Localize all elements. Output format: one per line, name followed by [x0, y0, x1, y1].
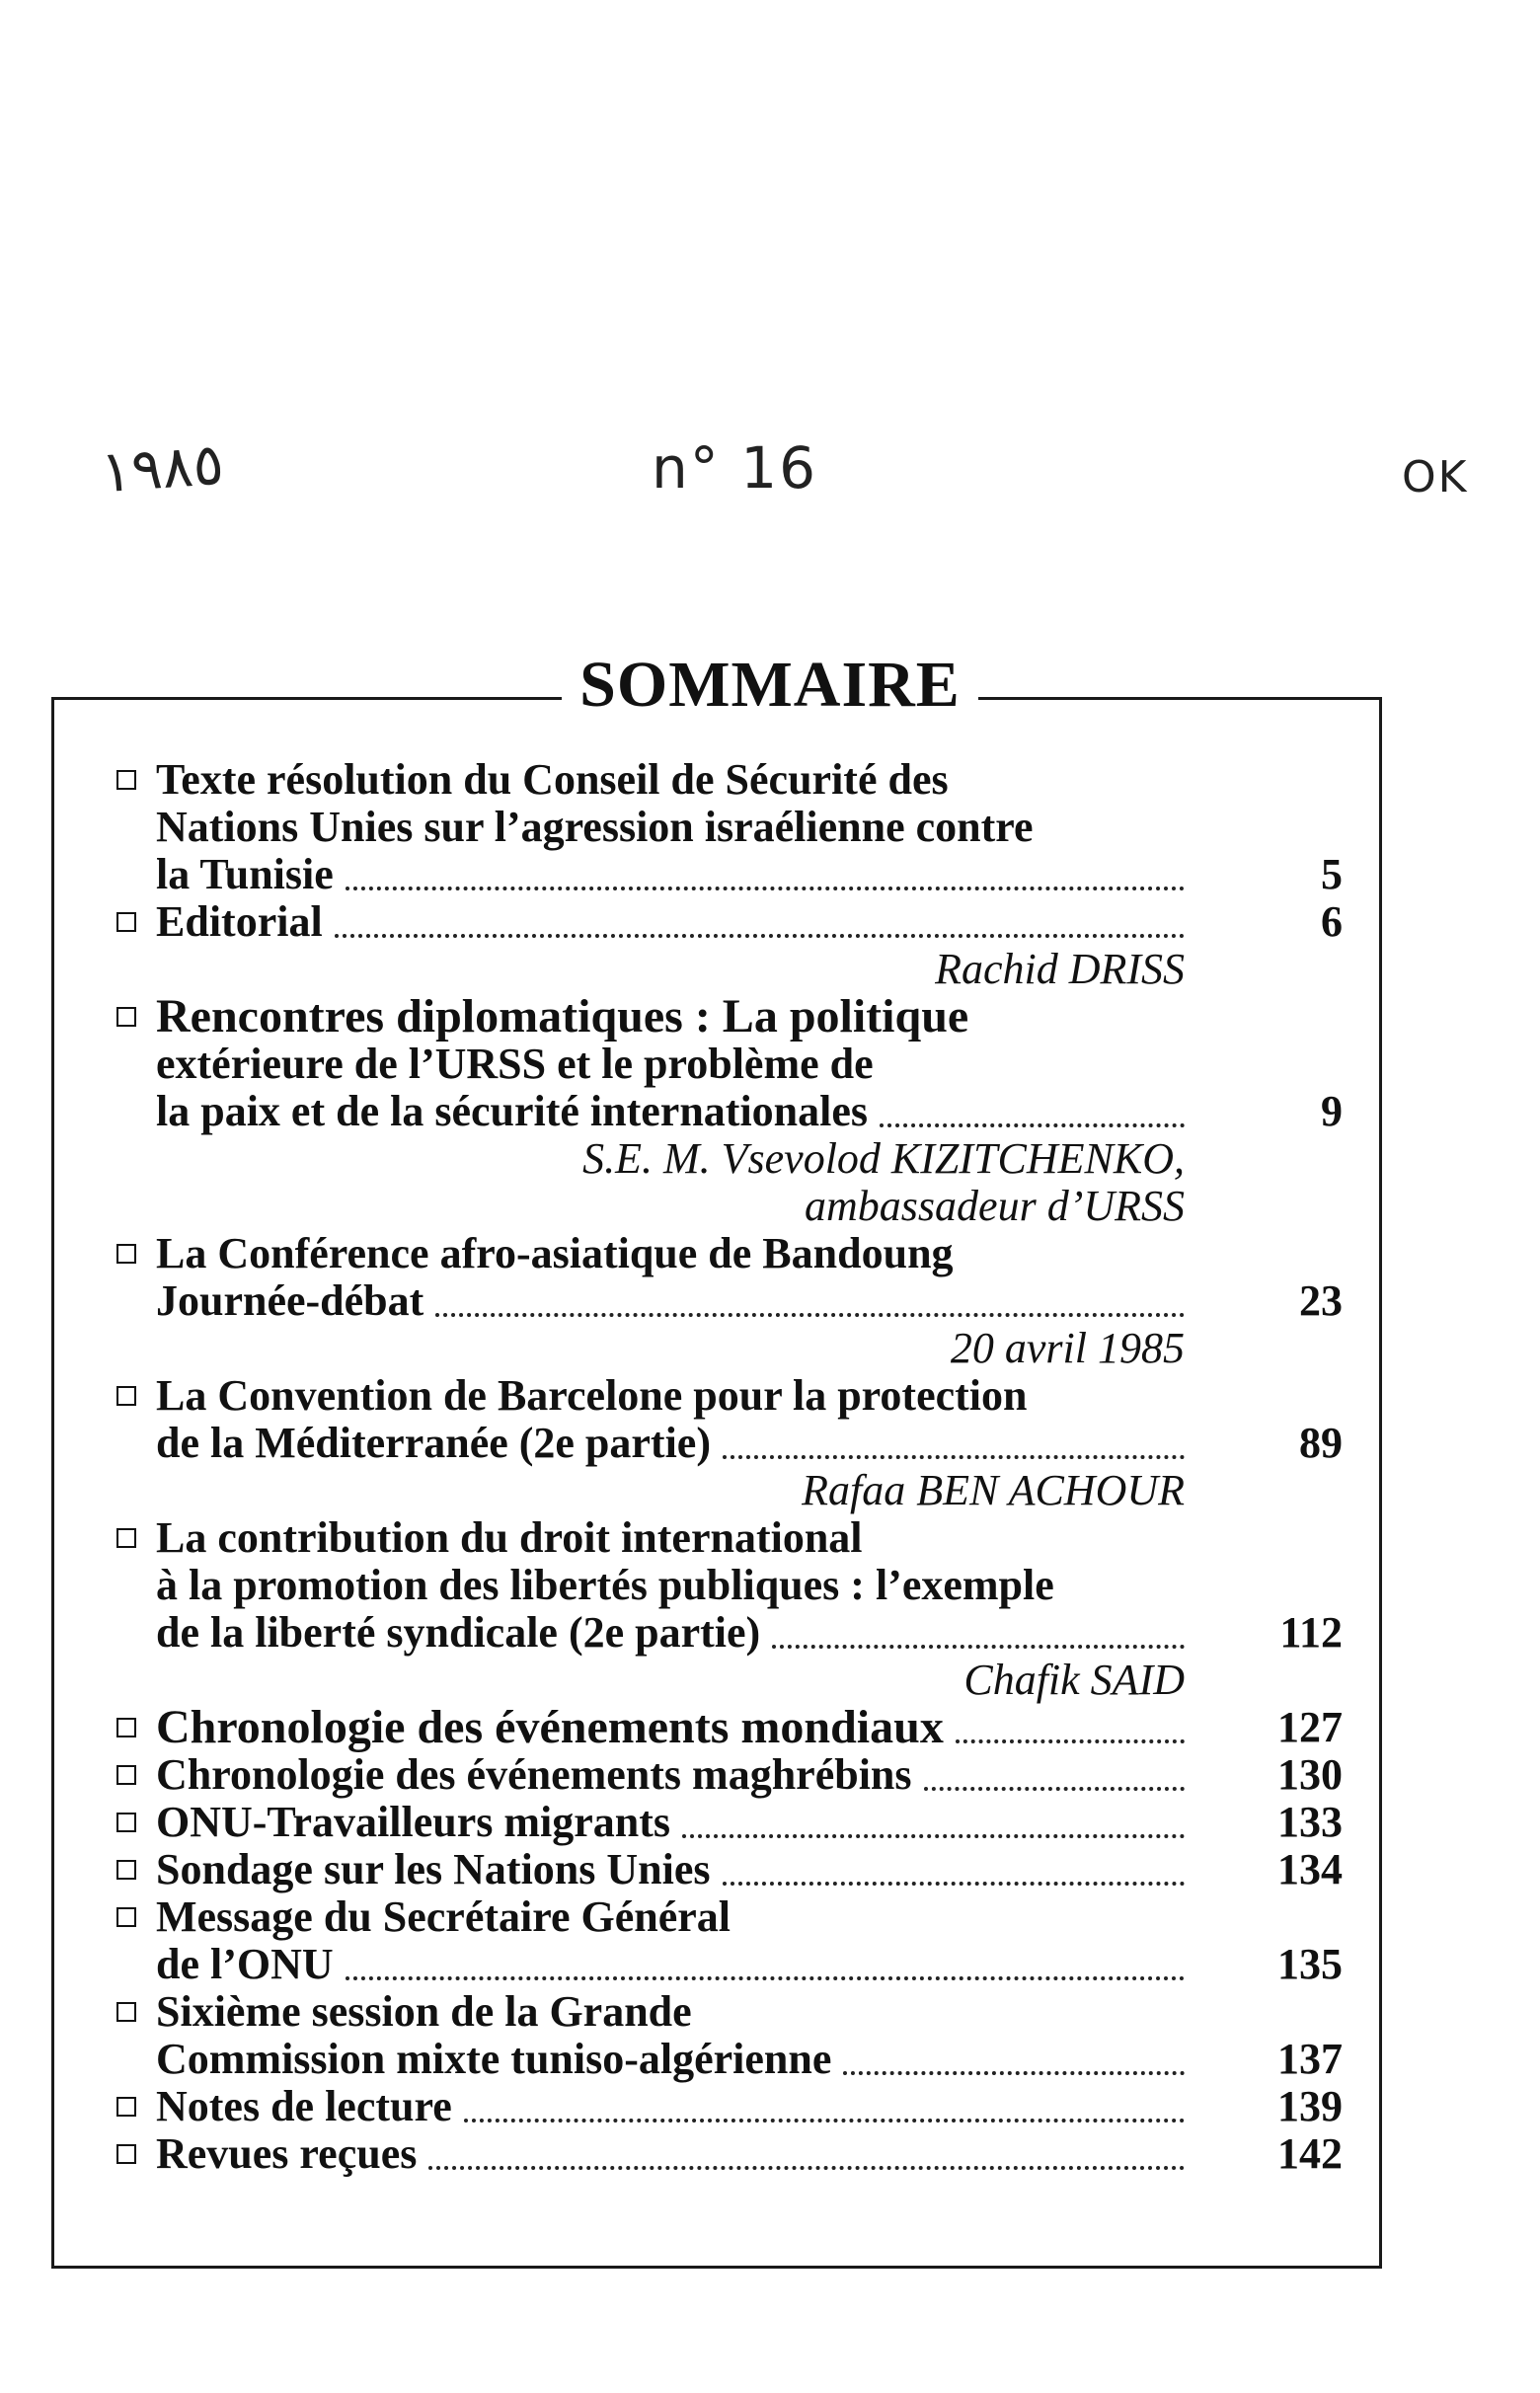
- toc-entry-title: de l’ONU: [156, 1940, 334, 1988]
- toc-entry-line: [99, 1041, 1343, 1088]
- toc-entry-line: [99, 1893, 1343, 1941]
- toc-entry-title: La Conférence afro-asiatique de Bandoung: [156, 1229, 954, 1277]
- handwritten-issue-number: n° 16: [652, 434, 817, 502]
- toc-entry-title: Sixième session de la Grande: [156, 1987, 692, 2036]
- checkbox-square-icon: [116, 2002, 136, 2022]
- handwritten-ok-mark: OK: [1402, 452, 1469, 502]
- toc-entry-title: Chronologie des événements maghrébins: [156, 1750, 912, 1799]
- toc-entry-line: [99, 2130, 1343, 2178]
- toc-entry-line: [99, 2036, 1343, 2083]
- toc-author: 20 avril 1985: [950, 1324, 1185, 1372]
- toc-entry-line: [99, 1799, 1343, 1846]
- toc-entry: [99, 990, 1343, 1230]
- toc-author: Rafaa BEN ACHOUR: [802, 1466, 1185, 1514]
- toc-entry-line: [99, 1562, 1343, 1609]
- toc-entry-title: Commission mixte tuniso-algérienne: [156, 2035, 832, 2083]
- toc-page-number: 139: [1277, 2082, 1343, 2130]
- handwritten-year: ١٩٨٥: [98, 429, 226, 506]
- toc-entry: [99, 1846, 1343, 1893]
- toc-entry-title: extérieure de l’URSS et le problème de: [156, 1040, 874, 1088]
- toc-author: Rachid DRISS: [935, 945, 1185, 993]
- toc-entry: [99, 2130, 1343, 2178]
- toc-entry: [99, 1799, 1343, 1846]
- toc-entry: [99, 1988, 1343, 2083]
- toc-entry-line: [99, 1420, 1343, 1467]
- toc-entry: [99, 1893, 1343, 1988]
- dot-leader: [682, 1799, 1185, 1838]
- checkbox-square-icon: [116, 2144, 136, 2164]
- checkbox-square-icon: [116, 1813, 136, 1832]
- dot-leader: [335, 898, 1185, 938]
- dot-leader: [924, 1751, 1185, 1791]
- toc-entry-line: [99, 990, 1343, 1042]
- toc-entry-line: [99, 1751, 1343, 1799]
- page-title: SOMMAIRE: [562, 648, 978, 723]
- toc-entry-title: ONU-Travailleurs migrants: [156, 1798, 671, 1846]
- toc-entry: [99, 1514, 1343, 1704]
- toc-entry-line: [99, 756, 1343, 804]
- dot-leader: [843, 2036, 1185, 2075]
- checkbox-square-icon: [116, 1907, 136, 1927]
- toc-entry-line: [99, 1277, 1343, 1325]
- toc-page-number: 112: [1279, 1608, 1343, 1657]
- toc-entry-title: Editorial: [156, 897, 323, 946]
- toc-page-number: 133: [1277, 1798, 1343, 1846]
- toc-entry-title: Message du Secrétaire Général: [156, 1892, 732, 1941]
- toc-author: Chafik SAID: [963, 1656, 1185, 1704]
- toc-entry-title: la paix et de la sécurité internationales: [156, 1087, 869, 1135]
- toc-entry-line: [99, 1941, 1343, 1988]
- toc-entry-title: Revues reçues: [156, 2129, 418, 2178]
- toc-entry-line: [99, 1701, 1343, 1753]
- toc-entry-title: Nations Unies sur l’agression israélienne contre: [156, 803, 1034, 851]
- dot-leader: [428, 2130, 1185, 2170]
- toc-entry-title: Notes de lecture: [156, 2082, 452, 2130]
- toc-entry-title: Sondage sur les Nations Unies: [156, 1845, 711, 1893]
- dot-leader: [464, 2083, 1185, 2123]
- dot-leader: [346, 1941, 1185, 1980]
- toc-entry-title: La Convention de Barcelone pour la protection: [156, 1371, 1028, 1420]
- toc-entry-line: [99, 1609, 1343, 1657]
- toc-entry-line: [99, 851, 1343, 898]
- toc-author: ambassadeur d’URSS: [805, 1182, 1185, 1230]
- toc-page-number: 9: [1321, 1087, 1343, 1135]
- toc-entry-line: [99, 1372, 1343, 1420]
- toc-page-number: 135: [1277, 1940, 1343, 1988]
- toc-entry-title: de la liberté syndicale (2e partie): [156, 1608, 761, 1657]
- checkbox-square-icon: [116, 1765, 136, 1785]
- checkbox-square-icon: [116, 912, 136, 932]
- dot-leader: [346, 851, 1185, 890]
- toc-entry: [99, 1751, 1343, 1799]
- toc-author: S.E. M. Vsevolod KIZITCHENKO,: [582, 1134, 1185, 1183]
- toc-entry-line: [99, 1988, 1343, 2036]
- heading: [0, 648, 1540, 723]
- toc-entry: [99, 2083, 1343, 2130]
- toc-entry-line: [99, 2083, 1343, 2130]
- toc-page-number: 127: [1277, 1703, 1343, 1751]
- toc-entry: [99, 1372, 1343, 1514]
- toc-entry-title: Chronologie des événements mondiaux: [156, 1701, 944, 1753]
- toc-page-number: 89: [1299, 1419, 1343, 1467]
- toc-entry-title: Texte résolution du Conseil de Sécurité des: [156, 755, 949, 804]
- toc-entry-line: [99, 1230, 1343, 1277]
- toc-entry-line: [99, 1088, 1343, 1135]
- checkbox-square-icon: [116, 1718, 136, 1737]
- toc-page-number: 23: [1299, 1276, 1343, 1325]
- toc-entry-title: de la Méditerranée (2e partie): [156, 1419, 711, 1467]
- checkbox-square-icon: [116, 2097, 136, 2117]
- checkbox-square-icon: [116, 1244, 136, 1264]
- checkbox-square-icon: [116, 1386, 136, 1406]
- toc-entry-title: Journée-débat: [156, 1276, 424, 1325]
- toc-entry-title: La contribution du droit international: [156, 1513, 863, 1562]
- toc-entry: [99, 1230, 1343, 1372]
- checkbox-square-icon: [116, 770, 136, 790]
- toc-entry-title: la Tunisie: [156, 850, 334, 898]
- toc-entry-line: [99, 1846, 1343, 1893]
- toc-page-number: 134: [1277, 1845, 1343, 1893]
- toc-entry-title: Rencontres diplomatiques : La politique: [156, 990, 969, 1042]
- toc-page-number: 137: [1277, 2035, 1343, 2083]
- checkbox-square-icon: [116, 1528, 136, 1548]
- toc-entry-title: à la promotion des libertés publiques : l’exemple: [156, 1561, 1054, 1609]
- toc-entry: [99, 1701, 1343, 1753]
- dot-leader: [772, 1609, 1185, 1649]
- toc-page-number: 130: [1277, 1750, 1343, 1799]
- dot-leader: [723, 1420, 1185, 1459]
- toc-entry: [99, 756, 1343, 898]
- toc-entry-line: [99, 804, 1343, 851]
- dot-leader: [435, 1277, 1185, 1317]
- toc-page-number: 5: [1321, 850, 1343, 898]
- toc-page-number: 6: [1321, 897, 1343, 946]
- dot-leader: [880, 1088, 1185, 1127]
- toc-page-number: 142: [1277, 2129, 1343, 2178]
- checkbox-square-icon: [116, 1860, 136, 1880]
- toc-entry-line: [99, 1514, 1343, 1562]
- toc-entry: [99, 898, 1343, 993]
- toc-entry-line: [99, 898, 1343, 946]
- table-of-contents: [99, 756, 1343, 2178]
- dot-leader: [956, 1704, 1185, 1743]
- dot-leader: [723, 1846, 1185, 1886]
- checkbox-square-icon: [116, 1007, 136, 1027]
